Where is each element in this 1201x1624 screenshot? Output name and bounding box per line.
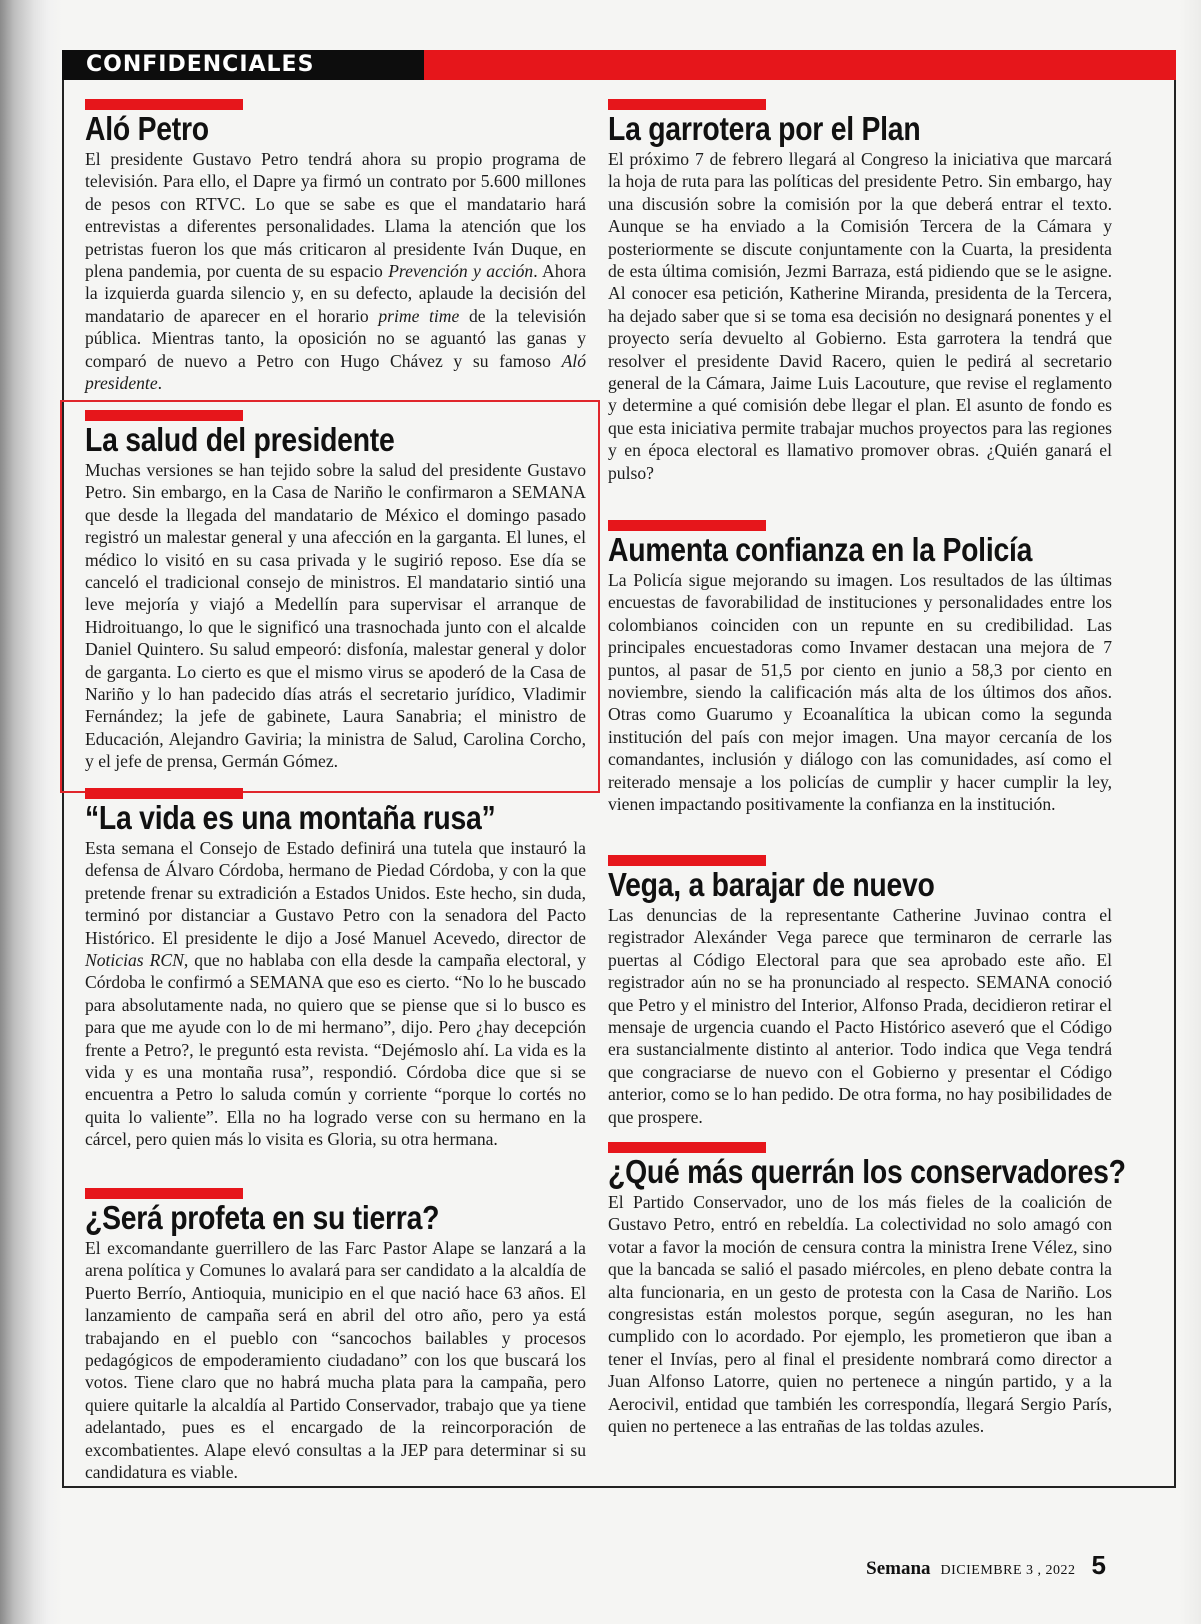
article-title: Aló Petro xyxy=(85,110,209,147)
article-red-bar xyxy=(85,410,243,421)
magazine-name: Semana xyxy=(866,1558,931,1579)
article-red-bar xyxy=(85,788,243,799)
article-profeta-tierra xyxy=(85,1188,586,1483)
page-number: 5 xyxy=(1091,1550,1106,1580)
article-title: La garrotera por el Plan xyxy=(608,110,921,147)
article-vega-barajar xyxy=(608,855,1112,1128)
article-alo-petro xyxy=(85,99,586,394)
article-body: El excomandante guerrillero de las Farc Pastor Alape se lanzará a la arena política y Comunes lo avalará para ser candidato a la alcaldía de Puerto Berrío, Antioquia, municipio en el que nació hace 63 años. El lanzamiento de campaña será en abril del otro año, pero ya está trabajando en el pueblo con “sancochos bailables y procesos pedagógicos de empoderamiento ciudadano” con los que buscará los votos. Tiene claro que no habrá mucha plata para la campaña, pero quiere quitarle la alcaldía al Partido Conservador, trabajo que ya tiene adelantado, pues es el encargado de la reincorporación de excombatientes. Alape elevó consultas a la JEP para determinar si su candidatura es viable. xyxy=(85,1238,586,1483)
article-body: La Policía sigue mejorando su imagen. Los resultados de las últimas encuestas de favorabilidad de instituciones y personalidades entre los colombianos coinciden con un repunte en su credibilidad. Las principales encuestadoras como Invamer destacan una mejora de 7 puntos, al pasar de 51,5 por ciento en junio a 58,3 por ciento en noviembre, siendo la calificación más alta de los últimos dos años. Otras como Guarumo y Ecoanalítica la ubican como la segunda institución del país con mejor imagen. Una mayor cercanía de los comandantes, inclusión y diálogo con las comunidades, así como el reiterado mensaje a los policías de cumplir y hacer cumplir la ley, vienen impactando positivamente la confianza en la institución. xyxy=(608,570,1112,815)
article-red-bar xyxy=(85,99,243,110)
page-footer xyxy=(866,1550,1106,1581)
article-body: Muchas versiones se han tejido sobre la salud del presidente Gustavo Petro. Sin embargo, en la Casa de Nariño le confirmaron a SEMANA que desde la llegada del mandatario de México el domingo pasado registró un malestar general y una afección en la garganta. El lunes, el médico lo visitó en su casa privada y le sugirió reposo. Ese día se canceló el tradicional consejo de ministros. El mandatario sintió una leve mejoría y viajó a Medellín para supervisar el arranque de Hidroituango, lo que le significó una trasnochada junto con el alcalde Daniel Quintero. Su salud empeoró: disfonía, malestar general y dolor de garganta. Lo cierto es que el mismo virus se apoderó de la Casa de Nariño y lo han padecido días atrás el secretario jurídico, Vladimir Fernández; la jefe de gabinete, Laura Sanabria; el ministro de Educación, Alejandro Gaviria; la ministra de Salud, Carolina Corcho, y el jefe de prensa, Germán Gómez. xyxy=(85,460,586,772)
article-title: ¿Qué más querrán los conservadores? xyxy=(608,1153,1126,1190)
article-confianza-policia xyxy=(608,520,1112,815)
article-red-bar xyxy=(608,855,766,866)
article-body: Las denuncias de la representante Catherine Juvinao contra el registrador Alexánder Vega parece que terminaron de cerrarle las puertas al Código Electoral para que sea aprobado este año. El registrador aún no se ha pronunciado al respecto. SEMANA conoció que Petro y el ministro del Interior, Alfonso Prada, decidieron retirar el mensaje de urgencia cuando el Pacto Histórico aseveró que el Código era sustancialmente distinto al anterior. Todo indica que Vega tendrá que congraciarse de nuevo con el Gobierno y presentar el Código anterior, como se lo han pedido. De otra forma, no hay posibilidades de que prospere. xyxy=(608,905,1112,1127)
article-body: El Partido Conservador, uno de los más fieles de la coalición de Gustavo Petro, entró en rebeldía. La colectividad no solo amagó con votar a favor la moción de censura contra la ministra Irene Vélez, sino que la bancada se salió el pasado miércoles, en pleno debate contra la alta funcionaria, en un gesto de protesta con la Casa de Nariño. Los congresistas están molestos porque, según aseguran, no les han cumplido con lo acordado. Por ejemplo, les prometieron que iban a tener el Invías, pero al final el presidente nombrará como director a Juan Alfonso Latorre, quien no pertenece a ningún partido, y a la Aerocivil, entidad que también les correspondía, llegará Sergio París, quien no pertenece a las entrañas de las toldas azules. xyxy=(608,1192,1112,1437)
article-red-bar xyxy=(608,520,766,531)
article-red-bar xyxy=(85,1188,243,1199)
article-title: ¿Será profeta en su tierra? xyxy=(85,1199,440,1236)
article-title: “La vida es una montaña rusa” xyxy=(85,799,496,836)
issue-date: DICIEMBRE 3 , 2022 xyxy=(940,1563,1076,1578)
article-title: Vega, a barajar de nuevo xyxy=(608,866,935,903)
article-title: La salud del presidente xyxy=(85,421,395,458)
article-body: Esta semana el Consejo de Estado definirá una tutela que instauró la defensa de Álvaro Córdoba, hermano de Piedad Córdoba, y con la que pretende frenar su extradición a Estados Unidos. Este hecho, sin duda, terminó por distanciar a Gustavo Petro con la senadora del Pacto Histórico. El presidente le dijo a José Manuel Acevedo, director de Noticias RCN, que no hablaba con ella desde la campaña electoral, y Córdoba le confirmó a SEMANA que eso es cierto. “No lo he buscado para absolutamente nada, no quiero que se piense que si lo busco es para que me ayude con lo de mi hermano”, dijo. Pero ¿hay decepción frente a Petro?, le preguntó esta revista. “Dejémoslo ahí. La vida es la vida y es una montaña rusa”, respondió. Córdoba dice que si se encuentra a Petro lo saluda común y corriente “porque lo cortés no quita lo valiente”. Ella no ha logrado verse con su hermano en la cárcel, pero quien más lo visita es Gloria, su otra hermana. xyxy=(85,838,587,1150)
article-body: El próximo 7 de febrero llegará al Congreso la iniciativa que marcará la hoja de ruta para las políticas del presidente Petro. Sin embargo, hay una discusión sobre la comisión por la que deberá entrar el texto. Aunque se ha enviado a la Comisión Tercera de la Cámara y posteriormente se discute conjuntamente con la Cuarta, la presidenta de esta última comisión, Jezmi Barraza, está pidiendo que se le asigne. Al conocer esa petición, Katherine Miranda, presidenta de la Tercera, ha dejado saber que si se toma esa decisión no designará ponentes y el proyecto sería devuelto al Gobierno. Esta garrotera la tendrá que resolver el presidente David Racero, quien le pedirá al secretario general de la Cámara, Jaime Luis Lacouture, que revise el reglamento y determine a qué comisión debe llegar el plan. El asunto de fondo es que esta iniciativa permite trabajar muchos proyectos para las regiones y en época electoral es llamativo promover obras. ¿Quién ganará el pulso? xyxy=(608,149,1112,483)
article-red-bar xyxy=(608,1142,766,1153)
article-title: Aumenta confianza en la Policía xyxy=(608,531,1033,568)
article-salud-presidente xyxy=(85,410,586,773)
article-conservadores xyxy=(608,1142,1126,1437)
article-garrotera-plan xyxy=(608,99,1112,484)
article-body: El presidente Gustavo Petro tendrá ahora su propio programa de televisión. Para ello, el Dapre ya firmó un contrato por 5.600 millones de pesos con RTVC. Lo que se sabe es que el mandatario hará entrevistas a diferentes personalidades. Llama la atención que los petristas fueron los que más criticaron al presidente Iván Duque, en plena pandemia, por cuenta de su espacio Prevención y acción. Ahora la izquierda guarda silencio y, en su defecto, aplaude la decisión del mandatario de aparecer en el horario prime time de la televisión pública. Mientras tanto, la oposición no se aguantó las ganas y comparó de nuevo a Petro con Hugo Chávez y su famoso Aló presidente. xyxy=(85,149,586,394)
article-montana-rusa xyxy=(85,788,586,1151)
article-red-bar xyxy=(608,99,766,110)
section-title: CONFIDENCIALES xyxy=(86,52,315,77)
